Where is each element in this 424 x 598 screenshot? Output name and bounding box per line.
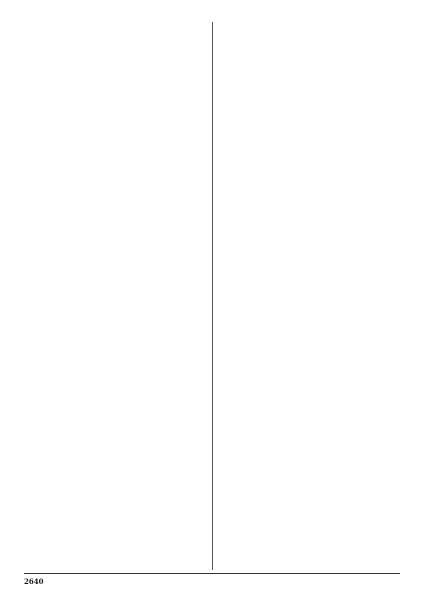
left-column [24, 22, 204, 570]
right-column [221, 22, 401, 570]
page-number: 2640 [24, 577, 44, 586]
page-footer [24, 573, 400, 586]
columns [24, 22, 400, 570]
column-divider [212, 22, 213, 570]
